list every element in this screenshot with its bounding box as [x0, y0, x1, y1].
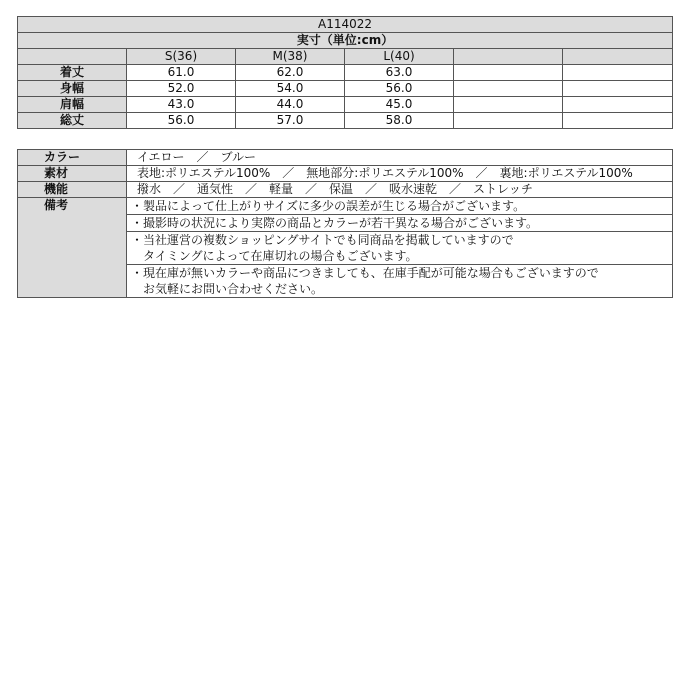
product-code: A114022: [18, 17, 673, 33]
table-row: [18, 81, 673, 97]
table-row: [18, 97, 673, 113]
size-header: [563, 49, 673, 65]
table-cell: [454, 113, 563, 129]
table-cell: 44.0: [236, 97, 345, 113]
color-label: カラー: [18, 150, 127, 166]
table-row: [18, 113, 673, 129]
table-cell: 52.0: [127, 81, 236, 97]
table-cell: 63.0: [345, 65, 454, 81]
table-cell: [563, 113, 673, 129]
note-line: タイミングによって在庫切れの場合もございます。: [131, 249, 418, 263]
table-cell: [454, 97, 563, 113]
row-label: 肩幅: [18, 97, 127, 113]
color-row: [18, 150, 673, 166]
table-cell: 58.0: [345, 113, 454, 129]
size-header: L(40): [345, 49, 454, 65]
note-line: お気軽にお問い合わせください。: [131, 282, 324, 296]
size-header: S(36): [127, 49, 236, 65]
table-cell: 62.0: [236, 65, 345, 81]
table-cell: 61.0: [127, 65, 236, 81]
table-cell: 57.0: [236, 113, 345, 129]
size-header: [454, 49, 563, 65]
note-line: ・当社運営の複数ショッピングサイトでも同商品を掲載していますので: [131, 233, 514, 247]
material-label: 素材: [18, 166, 127, 182]
info-table: [17, 149, 673, 298]
note-item: [127, 232, 673, 265]
note-row: [18, 198, 673, 215]
note-item: [127, 215, 673, 232]
function-row: [18, 182, 673, 198]
size-header: M(38): [236, 49, 345, 65]
size-header-row: [18, 49, 673, 65]
table-cell: 56.0: [345, 81, 454, 97]
row-label: 総丈: [18, 113, 127, 129]
note-item: [127, 265, 673, 298]
function-label: 機能: [18, 182, 127, 198]
note-line: ・撮影時の状況により実際の商品とカラーが若干異なる場合がございます。: [131, 216, 539, 230]
table-cell: [563, 97, 673, 113]
size-table-subtitle: 実寸（単位:cm）: [18, 33, 673, 49]
table-cell: 45.0: [345, 97, 454, 113]
row-label: 着丈: [18, 65, 127, 81]
note-item: [127, 198, 673, 215]
table-cell: [563, 81, 673, 97]
table-cell: 56.0: [127, 113, 236, 129]
header-corner: [18, 49, 127, 65]
note-line: ・製品によって仕上がりサイズに多少の誤差が生じる場合がございます。: [131, 199, 526, 213]
size-table: [17, 16, 673, 129]
table-cell: [563, 65, 673, 81]
table-cell: 43.0: [127, 97, 236, 113]
color-value: イエロー ／ ブルー: [127, 150, 673, 166]
function-value: 撥水 ／ 通気性 ／ 軽量 ／ 保温 ／ 吸水速乾 ／ ストレッチ: [127, 182, 673, 198]
material-value: 表地:ポリエステル100% ／ 無地部分:ポリエステル100% ／ 裏地:ポリエステル100%: [127, 166, 673, 182]
notes-label: 備考: [18, 198, 127, 298]
table-cell: [454, 65, 563, 81]
table-row: [18, 65, 673, 81]
note-line: ・現在庫が無いカラーや商品につきましても、在庫手配が可能な場合もございますので: [131, 266, 599, 280]
table-cell: [454, 81, 563, 97]
material-row: [18, 166, 673, 182]
table-cell: 54.0: [236, 81, 345, 97]
row-label: 身幅: [18, 81, 127, 97]
